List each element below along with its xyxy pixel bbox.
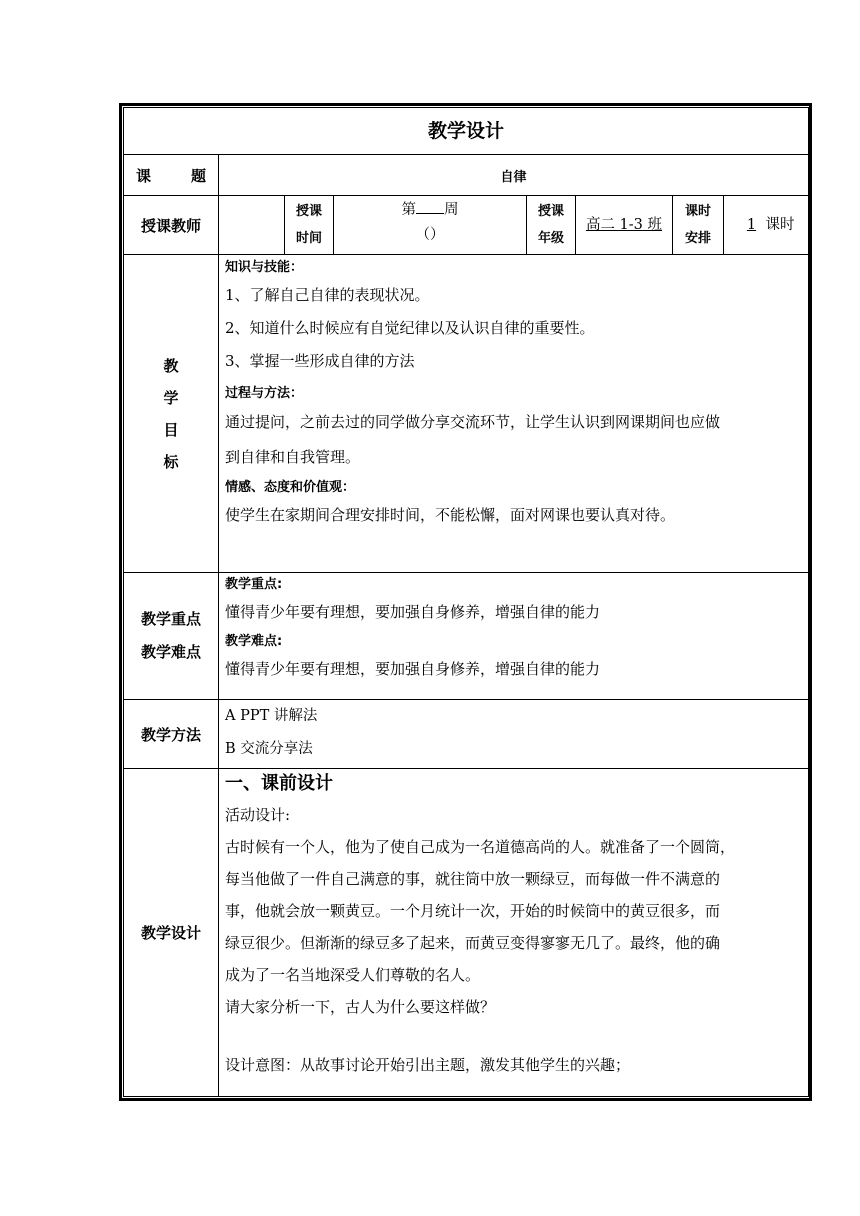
knowledge-item: 2、知道什么时候应有自觉纪律以及认识自律的重要性。	[225, 319, 595, 337]
keypoints-label	[124, 573, 219, 700]
emotion-heading: 情感、态度和价值观：	[225, 480, 356, 495]
week-prefix: 第	[401, 202, 416, 218]
lesson-plan-table	[123, 107, 809, 1097]
topic-label-right: 题	[190, 166, 206, 185]
design-label: 教学设计	[124, 769, 219, 1097]
focus-text: 懂得青少年要有理想，要加强自身修养，增强自律的能力	[225, 603, 601, 621]
process-heading: 过程与方法：	[225, 386, 304, 401]
process-line: 到自律和自我管理。	[225, 448, 361, 466]
difficulty-text: 懂得青少年要有理想，要加强自身修养，增强自律的能力	[225, 660, 601, 678]
period-value-cell	[724, 196, 809, 255]
design-intent: 设计意图：从故事讨论开始引出主题，激发其他学生的兴趣；	[225, 1056, 631, 1074]
topic-label	[124, 155, 219, 196]
difficulty-heading: 教学难点:	[225, 634, 283, 649]
method-item: B 交流分享法	[225, 741, 313, 757]
keypoints-label-difficulty: 教学难点	[140, 643, 201, 661]
process-line: 通过提问，之前去过的同学做分享交流环节，让学生认识到网课期间也应做	[225, 413, 721, 431]
date-paren: （）	[415, 227, 445, 243]
grade-label-line1: 授课	[537, 204, 564, 219]
objectives-label-char: 标	[163, 452, 179, 471]
objectives-label-char: 教	[163, 356, 179, 375]
method-item: A PPT 讲解法	[225, 708, 318, 724]
objectives-label-char: 学	[163, 388, 179, 407]
time-label-line1: 授课	[295, 204, 322, 219]
grade-label-line2: 年级	[537, 231, 564, 246]
week-suffix: 周	[444, 202, 459, 218]
period-unit: 课时	[765, 217, 795, 233]
week-line	[340, 198, 520, 223]
period-value: 1	[746, 217, 757, 233]
grade-value-cell	[576, 196, 673, 255]
time-value	[334, 196, 527, 255]
keypoints-label-focus: 教学重点	[140, 610, 201, 628]
objectives-label	[124, 255, 219, 573]
objectives-content	[219, 255, 809, 573]
focus-heading: 教学重点:	[225, 577, 283, 592]
period-label	[673, 196, 724, 255]
story-line: 成为了一名当地深受人们尊敬的名人。	[225, 966, 481, 984]
teacher-value	[219, 196, 285, 255]
activity-label: 活动设计:	[225, 806, 291, 824]
knowledge-item: 1、了解自己自律的表现状况。	[225, 286, 430, 304]
discussion-question: 请大家分析一下，古人为什么要这样做？	[225, 998, 496, 1016]
topic-label-left: 课	[136, 166, 152, 185]
teacher-label: 授课教师	[124, 196, 219, 255]
topic-value: 自律	[219, 155, 809, 196]
grade-label	[527, 196, 576, 255]
story-line: 绿豆很少。但渐渐的绿豆多了起来，而黄豆变得寥寥无几了。最终，他的确	[225, 934, 721, 952]
keypoints-content	[219, 573, 809, 700]
period-label-line1: 课时	[684, 204, 711, 219]
design-content	[219, 769, 809, 1097]
story-line: 每当他做了一件自己满意的事，就往筒中放一颗绿豆，而每做一件不满意的	[225, 870, 721, 888]
time-label-line2: 时间	[295, 231, 322, 246]
document-title: 教学设计	[124, 108, 809, 155]
story-line: 古时候有一个人，他为了使自己成为一名道德高尚的人。就准备了一个圆筒，	[225, 838, 736, 856]
period-label-line2: 安排	[684, 231, 711, 246]
knowledge-heading: 知识与技能：	[225, 260, 304, 275]
grade-value: 高二 1-3 班	[585, 217, 663, 233]
time-label	[285, 196, 334, 255]
emotion-text: 使学生在家期间合理安排时间，不能松懈，面对网课也要认真对待。	[225, 506, 676, 524]
design-section-heading: 一、课前设计	[225, 773, 333, 794]
methods-label: 教学方法	[124, 700, 219, 769]
story-line: 事，他就会放一颗黄豆。一个月统计一次，开始的时候筒中的黄豆很多，而	[225, 902, 721, 920]
objectives-label-char: 目	[163, 420, 179, 439]
week-blank	[416, 199, 444, 214]
methods-content	[219, 700, 809, 769]
knowledge-item: 3、掌握一些形成自律的方法	[225, 352, 415, 370]
